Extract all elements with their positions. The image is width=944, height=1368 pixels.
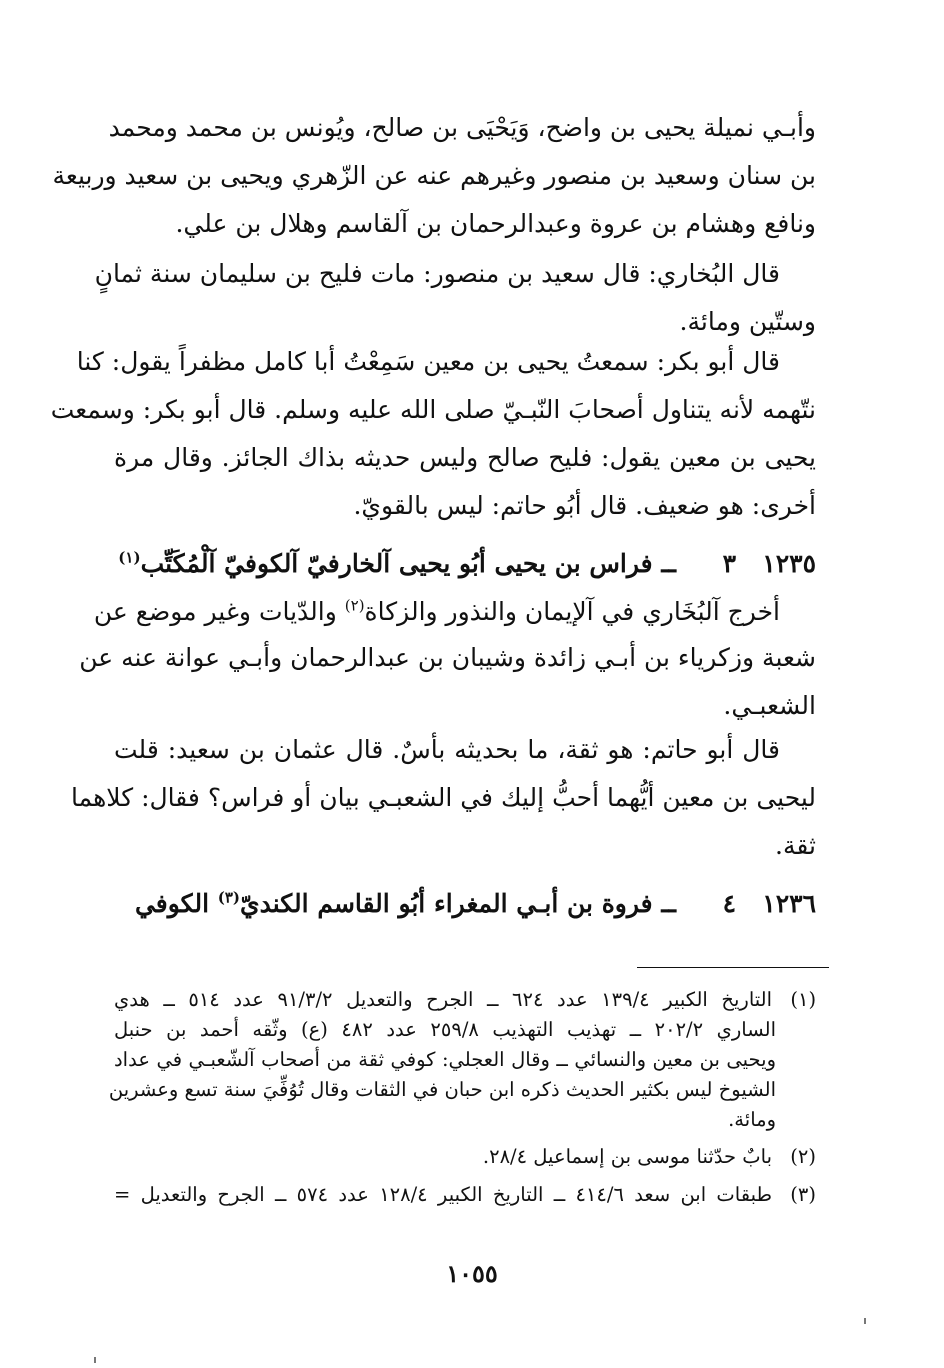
text-line-3: ونافع وهشام بن عروة وعبدالرحمان بن آلقاسم وهلال بن علي. (175, 209, 816, 238)
footnote-3-number: (٣) (790, 1183, 816, 1206)
footnote-ref[interactable]: (٣) (217, 888, 241, 907)
entry-name: فراس بن يحيى أبُو يحيى آلخارفيّ آلكوفيّ آلْمُكَتِّب (140, 549, 653, 578)
entry-number: ١٢٣٦ (762, 889, 816, 918)
footnote-2-number: (٢) (790, 1145, 816, 1168)
text-line-1: وأبـي نميلة يحيى بن واضح، وَيَحْيَى بن صالح، ويُونس بن محمد ومحمد (108, 113, 816, 142)
entry-1235-line-2: شعبة وزكرياء بن أبـي زائدة وشيبان بن عبدالرحمان وأبـي عوانة عنه عن (79, 643, 816, 672)
text-line-4: قال البُخاري: قال سعيد بن منصور: مات فليح بن سليمان سنة ثمانٍ (94, 259, 780, 288)
entry-1235-line-4: قال أبو حاتم: هو ثقة، ما بحديثه بأسٌ. قال عثمان بن سعيد: قلت (114, 735, 780, 764)
entry-1235-line-1 (93, 594, 816, 630)
scan-speck (864, 1318, 866, 1324)
text-line-5: وستّين ومائة. (679, 307, 816, 336)
entry-name-tail: الكوفي (134, 889, 218, 918)
entry-1235-line-3: الشعبـي. (723, 691, 816, 720)
entry-1235-line-5: ليحيى بن معين أيُّهما أحبُّ إليك في الشعبـي بيان أو فراس؟ فقال: كلاهما (71, 783, 816, 812)
entry-heading-1236 (114, 886, 816, 922)
footnote-1-text: التاريخ الكبير ١٣٩/٤ عدد ٦٢٤ ــ الجرح والتعديل ٩١/٣/٢ عدد ٥١٤ ــ هدي (114, 988, 773, 1011)
entry-1235-text-a: أخرج آلبُخَاري في آلإيمان والنذور والزكاة (364, 597, 780, 626)
footnote-ref[interactable]: (٢) (344, 596, 365, 615)
footnote-2 (114, 1143, 816, 1171)
text-line-2: بن سنان وسعيد بن منصور وغيرهم عنه عن الزّهري ويحيى بن سعيد وربيعة (52, 161, 816, 190)
entry-1235-text-b: والدّيات وغير موضع عن (93, 597, 345, 626)
entry-number: ١٢٣٥ (762, 549, 816, 578)
text-line-8: يحيى بن معين يقول: فليح صالح وليس حديثه بذاك الجائز. وقال مرة (114, 443, 816, 472)
text-line-9: أخرى: هو ضعيف. قال أبُو حاتم: ليس بالقويّ. (353, 491, 816, 520)
entry-dash: ــ (661, 889, 676, 918)
footnote-1-line-3: ويحيى بن معين والنسائي ــ وقال العجلي: كوفي ثقة من أصحاب آلشّعبـي في عداد (114, 1048, 776, 1071)
footnote-1-number: (١) (790, 988, 817, 1011)
page-number: ١٠٥٥ (446, 1259, 498, 1288)
entry-1235-line-6: ثقة. (775, 831, 816, 860)
text-line-6: قال أبو بكر: سمعتُ يحيى بن معين سَمِعْتُ أبا كامل مظفراً يقول: كنا (76, 347, 780, 376)
entry-seq: ٣ (722, 549, 736, 578)
footnote-3 (114, 1181, 816, 1209)
footnote-2-text: بابٌ حدّثنا موسى بن إسماعيل ٢٨/٤. (482, 1145, 772, 1168)
footnote-1-line-5: ومائة. (728, 1108, 776, 1131)
footnote-ref[interactable]: (١) (118, 548, 141, 567)
entry-seq: ٤ (722, 889, 736, 918)
entry-heading-1235 (114, 546, 816, 582)
footnote-separator (637, 967, 829, 968)
footnote-3-text: طبقات ابن سعد ٤١٤/٦ ــ التاريخ الكبير ١٢٨/٤ عدد ٥٧٤ ــ الجرح والتعديل = (114, 1183, 772, 1206)
text-line-7: نتّهمه لأنه يتناول أصحابَ النّبـيّ صلى الله عليه وسلم. قال أبو بكر: وسمعت (50, 395, 816, 424)
entry-dash: ــ (661, 549, 676, 578)
entry-name: فروة بن أبـي المغراء أبُو القاسم الكنديّ (240, 889, 653, 918)
footnote-1-line-1 (114, 986, 816, 1014)
footnote-1-line-2: الساري ٢٠٢/٢ ــ تهذيب التهذيب ٢٥٩/٨ عدد ٤٨٢ (ع) وثّقه أحمد بن حنبل (114, 1018, 776, 1041)
scan-speck (94, 1357, 96, 1363)
footnote-1-line-4: الشيوخ ليس بكثير الحديث ذكره ابن حبان في الثقات وقال تُوُفِّيَ سنة تسع وعشرين (108, 1078, 776, 1101)
